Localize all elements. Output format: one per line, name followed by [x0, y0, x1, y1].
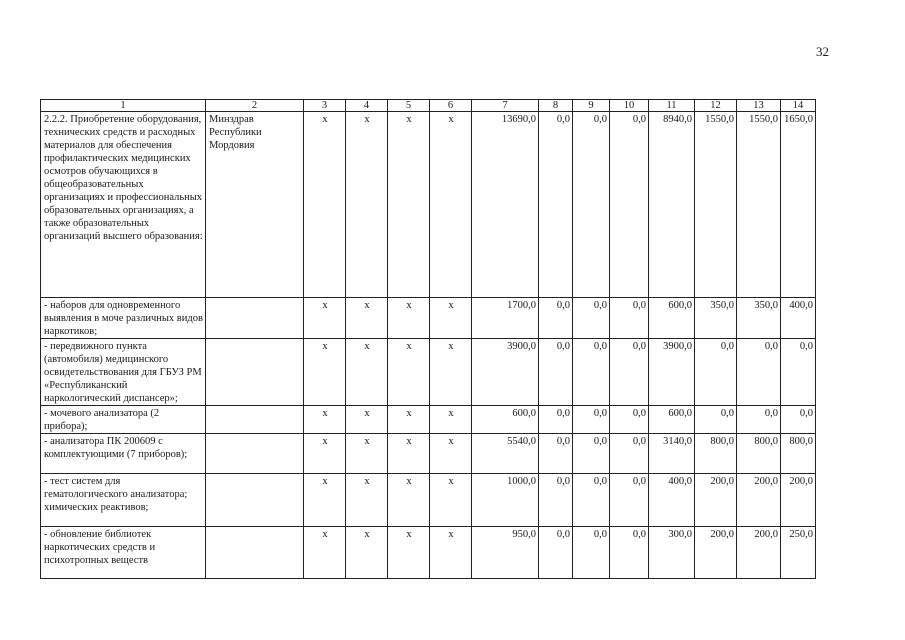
value-cell: 13690,0 [472, 112, 539, 298]
value-cell: 0,0 [610, 112, 649, 298]
value-cell: 3900,0 [649, 339, 695, 406]
value-cell: 0,0 [610, 339, 649, 406]
mark-cell: x [304, 406, 346, 434]
column-number-14: 14 [781, 100, 816, 112]
value-cell: 1000,0 [472, 474, 539, 527]
value-cell: 0,0 [573, 406, 610, 434]
page-number: 32 [816, 44, 829, 59]
value-cell: 1650,0 [781, 112, 816, 298]
value-cell: 1550,0 [695, 112, 737, 298]
value-cell: 0,0 [781, 406, 816, 434]
column-number-6: 6 [430, 100, 472, 112]
value-cell: 200,0 [737, 527, 781, 579]
value-cell: 0,0 [539, 527, 573, 579]
column-number-7: 7 [472, 100, 539, 112]
column-number-8: 8 [539, 100, 573, 112]
mark-cell: x [346, 474, 388, 527]
value-cell: 350,0 [695, 298, 737, 339]
mark-cell: x [430, 406, 472, 434]
value-cell: 8940,0 [649, 112, 695, 298]
table-row [41, 298, 816, 339]
mark-cell: x [388, 474, 430, 527]
mark-cell: x [430, 298, 472, 339]
table-row [41, 474, 816, 527]
mark-cell: x [346, 298, 388, 339]
value-cell: 800,0 [695, 434, 737, 474]
value-cell: 200,0 [781, 474, 816, 527]
mark-cell: x [430, 434, 472, 474]
executor [206, 406, 304, 434]
mark-cell: x [346, 339, 388, 406]
activity-name: - обновление библиотек наркотических средств и психотропных веществ [41, 527, 206, 579]
column-number-11: 11 [649, 100, 695, 112]
value-cell: 0,0 [610, 406, 649, 434]
mark-cell: x [346, 434, 388, 474]
table-row [41, 339, 816, 406]
activity-name: - анализатора ПК 200609 с комплектующими (7 приборов); [41, 434, 206, 474]
activity-name: - передвижного пункта (автомобиля) медицинского освидетельствования для ГБУЗ РМ «Республиканский наркологический диспансер»; [41, 339, 206, 406]
value-cell: 0,0 [610, 298, 649, 339]
value-cell: 600,0 [472, 406, 539, 434]
value-cell: 300,0 [649, 527, 695, 579]
column-number-1: 1 [41, 100, 206, 112]
table-row [41, 406, 816, 434]
executor [206, 434, 304, 474]
value-cell: 950,0 [472, 527, 539, 579]
mark-cell: x [388, 527, 430, 579]
value-cell: 0,0 [573, 527, 610, 579]
mark-cell: x [346, 527, 388, 579]
value-cell: 250,0 [781, 527, 816, 579]
value-cell: 0,0 [695, 339, 737, 406]
executor [206, 339, 304, 406]
mark-cell: x [430, 527, 472, 579]
executor [206, 474, 304, 527]
activity-name: - мочевого анализатора (2 прибора); [41, 406, 206, 434]
value-cell: 1700,0 [472, 298, 539, 339]
mark-cell: x [304, 474, 346, 527]
value-cell: 800,0 [737, 434, 781, 474]
table-row [41, 434, 816, 474]
mark-cell: x [430, 474, 472, 527]
value-cell: 0,0 [539, 434, 573, 474]
value-cell: 0,0 [539, 339, 573, 406]
mark-cell: x [430, 339, 472, 406]
budget-table [40, 99, 816, 579]
value-cell: 400,0 [781, 298, 816, 339]
value-cell: 350,0 [737, 298, 781, 339]
value-cell: 0,0 [573, 112, 610, 298]
executor: Минздрав Республики Мордовия [206, 112, 304, 298]
table-row [41, 527, 816, 579]
value-cell: 0,0 [610, 434, 649, 474]
table-header [41, 100, 816, 112]
column-number-10: 10 [610, 100, 649, 112]
value-cell: 0,0 [573, 339, 610, 406]
table-body [41, 112, 816, 579]
mark-cell: x [388, 434, 430, 474]
value-cell: 0,0 [610, 527, 649, 579]
value-cell: 0,0 [539, 298, 573, 339]
column-number-9: 9 [573, 100, 610, 112]
value-cell: 0,0 [781, 339, 816, 406]
value-cell: 200,0 [695, 474, 737, 527]
column-number-13: 13 [737, 100, 781, 112]
value-cell: 0,0 [695, 406, 737, 434]
value-cell: 0,0 [573, 434, 610, 474]
column-number-12: 12 [695, 100, 737, 112]
value-cell: 800,0 [781, 434, 816, 474]
mark-cell: x [304, 434, 346, 474]
value-cell: 600,0 [649, 406, 695, 434]
column-number-2: 2 [206, 100, 304, 112]
mark-cell: x [388, 298, 430, 339]
value-cell: 0,0 [573, 474, 610, 527]
mark-cell: x [388, 339, 430, 406]
mark-cell: x [388, 112, 430, 298]
value-cell: 3900,0 [472, 339, 539, 406]
value-cell: 0,0 [610, 474, 649, 527]
column-number-3: 3 [304, 100, 346, 112]
mark-cell: x [430, 112, 472, 298]
value-cell: 3140,0 [649, 434, 695, 474]
value-cell: 0,0 [539, 474, 573, 527]
value-cell: 600,0 [649, 298, 695, 339]
value-cell: 0,0 [573, 298, 610, 339]
value-cell: 0,0 [539, 112, 573, 298]
value-cell: 0,0 [539, 406, 573, 434]
mark-cell: x [304, 298, 346, 339]
mark-cell: x [388, 406, 430, 434]
mark-cell: x [304, 527, 346, 579]
value-cell: 0,0 [737, 339, 781, 406]
executor [206, 298, 304, 339]
value-cell: 5540,0 [472, 434, 539, 474]
value-cell: 200,0 [695, 527, 737, 579]
activity-name: - наборов для одновременного выявления в моче различных видов наркотиков; [41, 298, 206, 339]
mark-cell: x [304, 112, 346, 298]
mark-cell: x [346, 112, 388, 298]
column-number-4: 4 [346, 100, 388, 112]
value-cell: 400,0 [649, 474, 695, 527]
mark-cell: x [346, 406, 388, 434]
activity-name: - тест систем для гематологического анализатора; химических реактивов; [41, 474, 206, 527]
value-cell: 200,0 [737, 474, 781, 527]
value-cell: 1550,0 [737, 112, 781, 298]
activity-name: 2.2.2. Приобретение оборудования, технических средств и расходных материалов для обеспечения профилактических медицинских осмотров обучающихся в общеобразовательных организациях и профессиональных образовательных организациях, а также образовательных организаций высшего образования: [41, 112, 206, 298]
mark-cell: x [304, 339, 346, 406]
executor [206, 527, 304, 579]
table-row [41, 112, 816, 298]
value-cell: 0,0 [737, 406, 781, 434]
column-number-5: 5 [388, 100, 430, 112]
header-row [41, 100, 816, 112]
